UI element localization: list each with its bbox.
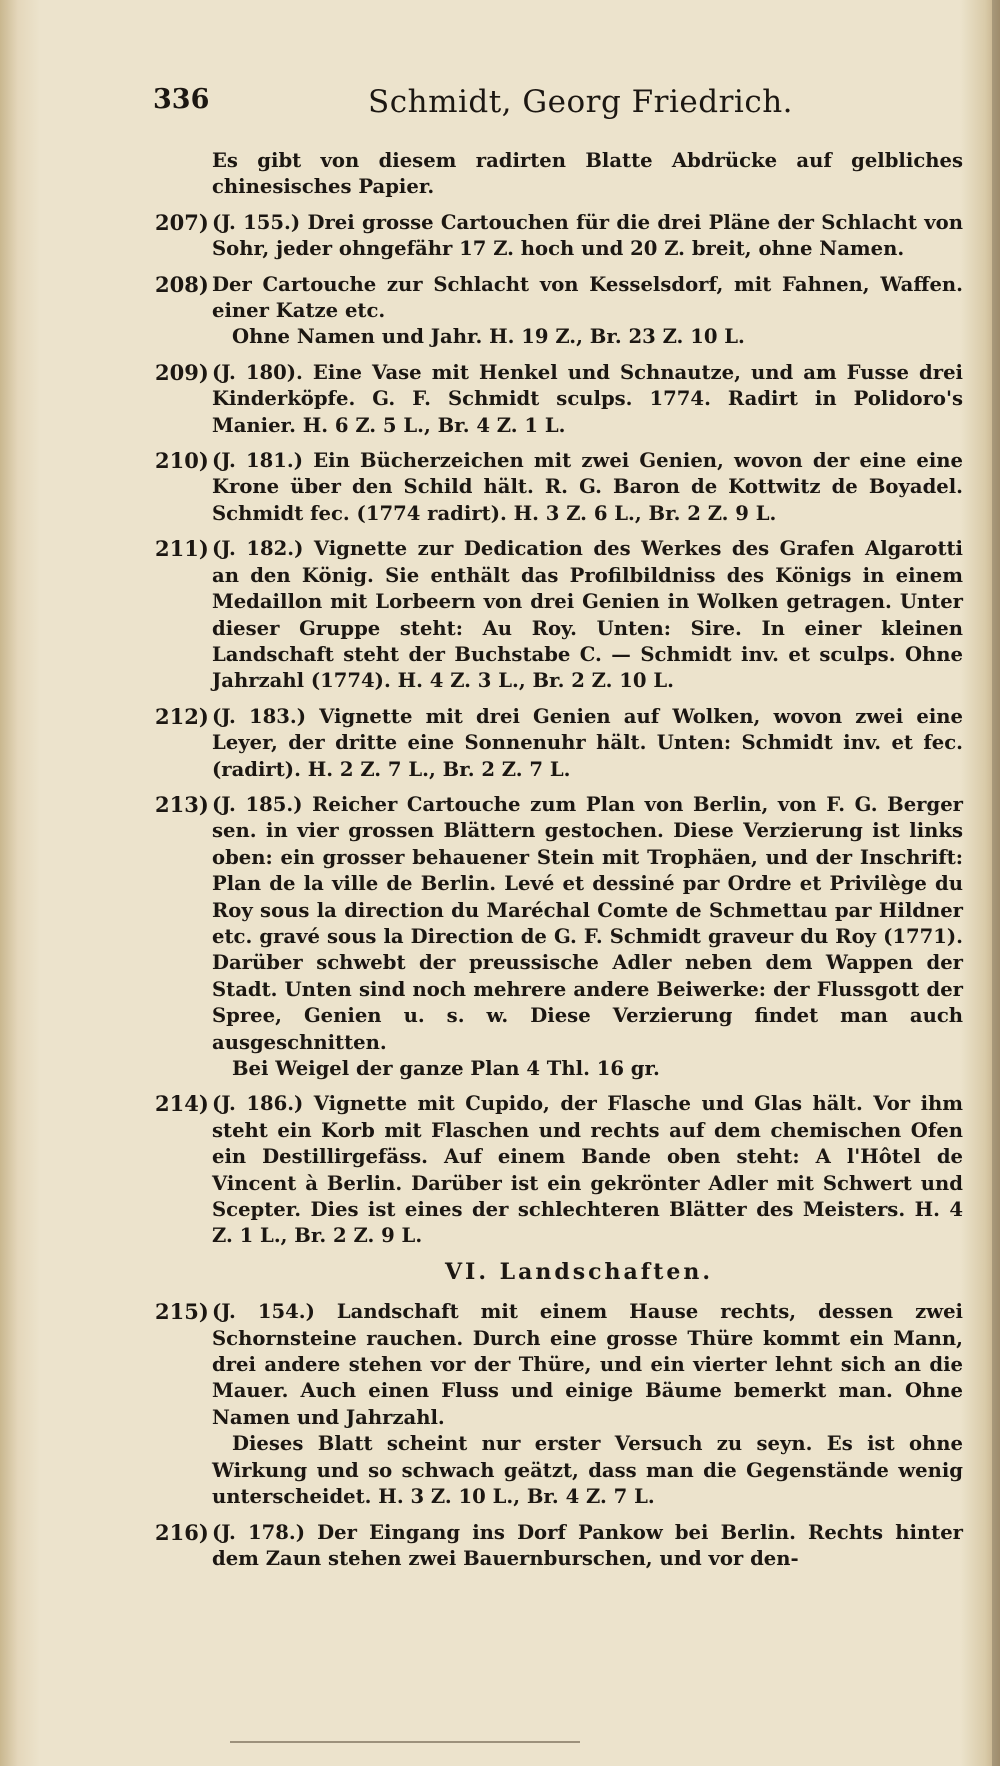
- entry-number: 213): [155, 791, 209, 817]
- entry-number: 214): [155, 1091, 209, 1117]
- entry-text: (J. 183.) Vignette mit drei Genien auf Wolken, wovon zwei eine Leyer, der dritte eine Sonnenuhr hält. Unten: Schmidt inv. et fec. (radirt). H. 2 Z. 7 L., Br. 2 Z. 7 L.: [212, 704, 963, 781]
- intro-paragraph: Es gibt von diesem radirten Blatte Abdrücke auf gelbliches chinesisches Papier.: [212, 149, 963, 199]
- bottom-rule: [230, 1741, 580, 1743]
- entry-text: (J. 181.) Ein Bücherzeichen mit zwei Genien, wovon der eine eine Krone über den Schild hält. R. G. Baron de Kottwitz de Boyadel. Schmidt fec. (1774 radirt). H. 3 Z. 6 L., Br. 2 Z. 9 L.: [212, 449, 963, 525]
- catalogue-entry-215: [155, 1299, 963, 1510]
- entry-number: 208): [155, 271, 209, 297]
- entry-subnote: Bei Weigel der ganze Plan 4 Thl. 16 gr.: [232, 1057, 660, 1080]
- page-number: 336: [153, 84, 210, 115]
- catalogue-entry-208: [155, 272, 963, 351]
- entry-number: 215): [155, 1299, 209, 1325]
- catalogue-entry-214: [155, 1091, 963, 1249]
- entry-text: (J. 182.) Vignette zur Dedication des Werkes des Grafen Algarotti an den König. Sie enthält das Profilbildniss des Königs in einem Medaillon mit Lorbeern von drei Genien in Wolken getragen. Unter dieser Gruppe steht: Au Roy. Unten: Sire. In einer kleinen Landschaft steht der Buchstabe C. — Schmidt inv. et sculps. Ohne Jahrzahl (1774). H. 4 Z. 3 L., Br. 2 Z. 10 L.: [212, 537, 963, 693]
- page-edge-shadow: [992, 0, 1000, 1766]
- entry-text: (J. 154.) Landschaft mit einem Hause rechts, dessen zwei Schornsteine rauchen. Durch eine grosse Thüre kommt ein Mann, drei andere stehen vor der Thüre, und ein vierter lehnt sich an die Mauer. Auch einen Fluss und einige Bäume bemerkt man. Ohne Namen und Jahrzahl.: [212, 1300, 963, 1429]
- catalogue-entry-212: [155, 704, 963, 783]
- page-body: [155, 148, 963, 1581]
- entry-subnote: Dieses Blatt scheint nur erster Versuch zu seyn. Es ist ohne Wirkung und so schwach geätzt, dass man die Gegenstände wenig unterscheidet. H. 3 Z. 10 L., Br. 4 Z. 7 L.: [212, 1432, 963, 1509]
- entry-number: 209): [155, 359, 209, 385]
- catalogue-entry-213: [155, 792, 963, 1082]
- entry-number: 207): [155, 209, 209, 235]
- page-title: Schmidt, Georg Friedrich.: [368, 84, 794, 120]
- entry-text: (J. 180). Eine Vase mit Henkel und Schnautze, und am Fusse drei Kinderköpfe. G. F. Schmidt sculps. 1774. Radirt in Polidoro's Manier. H. 6 Z. 5 L., Br. 4 Z. 1 L.: [212, 360, 963, 437]
- entry-subnote: Ohne Namen und Jahr. H. 19 Z., Br. 23 Z. 10 L.: [232, 325, 745, 349]
- catalogue-entry-209: [155, 360, 963, 439]
- catalogue-entry-216: [155, 1520, 963, 1573]
- entry-text: Der Cartouche zur Schlacht von Kesselsdorf, mit Fahnen, Waffen. einer Katze etc.: [212, 272, 963, 323]
- entry-number: 211): [155, 536, 209, 562]
- entry-number: 210): [155, 448, 209, 474]
- entry-text: (J. 155.) Drei grosse Cartouchen für die drei Pläne der Schlacht von Sohr, jeder ohngefähr 17 Z. hoch und 20 Z. breit, ohne Namen.: [212, 210, 963, 261]
- running-head: [153, 84, 973, 124]
- catalogue-entry-207: [155, 210, 963, 263]
- entry-text: (J. 185.) Reicher Cartouche zum Plan von Berlin, von F. G. Berger sen. in vier grossen Blättern gestochen. Diese Verzierung ist links oben: ein grosser behauener Stein mit Trophäen, und der Inschrift: Plan de la ville de Berlin. Levé et dessiné par Ordre et Privilège du Roy sous la direction du Maréchal Comte de Schmettau par Hildner etc. gravé sous la Direction de G. F. Schmidt graveur du Roy (1771). Darüber schwebt der preussische Adler neben dem Wappen der Stadt. Unten sind noch mehrere andere Beiwerke: der Flussgott der Spree, Genien u. s. w. Diese Verzierung findet man auch ausgeschnitten.: [212, 792, 963, 1054]
- catalogue-entry-211: [155, 536, 963, 694]
- entry-number: 212): [155, 703, 209, 729]
- entry-text: (J. 186.) Vignette mit Cupido, der Flasche und Glas hält. Vor ihm steht ein Korb mit Flaschen und rechts auf dem chemischen Ofen ein Destillirgefäss. Auf einem Bande oben steht: A l'Hôtel de Vincent à Berlin. Darüber ist ein gekrönter Adler mit Schwert und Scepter. Dies ist eines der schlechteren Blätter des Meisters. H. 4 Z. 1 L., Br. 2 Z. 9 L.: [212, 1092, 963, 1248]
- entry-number: 216): [155, 1519, 209, 1545]
- catalogue-entry-210: [155, 448, 963, 527]
- entry-text: (J. 178.) Der Eingang ins Dorf Pankow bei Berlin. Rechts hinter dem Zaun stehen zwei Bauernburschen, und vor den-: [212, 1520, 963, 1570]
- section-heading: VI. Landschaften.: [444, 1258, 714, 1285]
